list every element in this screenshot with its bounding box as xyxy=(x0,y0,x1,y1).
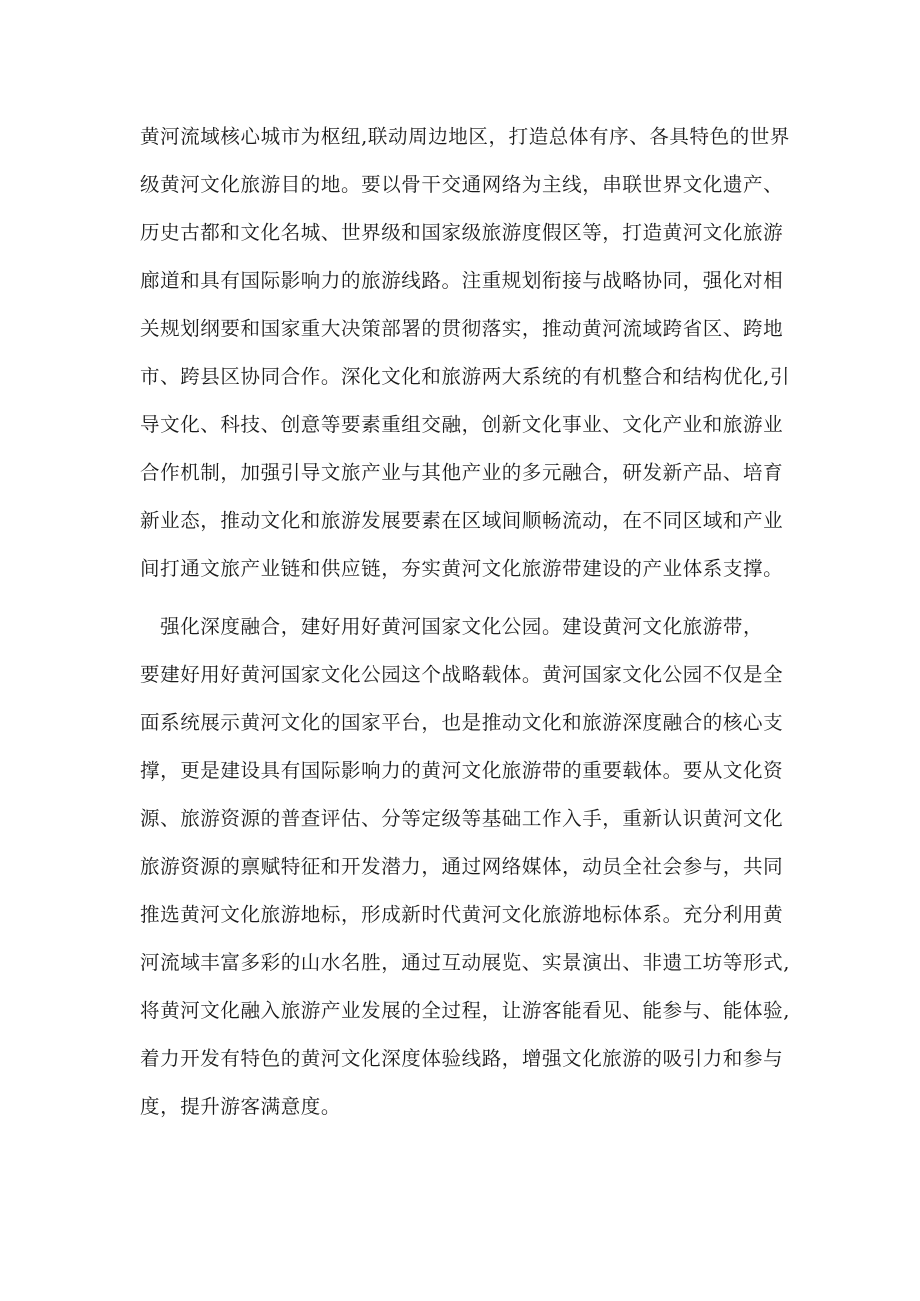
paragraph-1 xyxy=(140,113,790,593)
paragraph-line: 强化深度融合，建好用好黄河国家文化公园。建设黄河文化旅游带， xyxy=(140,615,764,638)
paragraph-line: 推选黄河文化旅游地标，形成新时代黄河文化旅游地标体系。充分利用黄 xyxy=(140,903,784,926)
paragraph-line: 着力开发有特色的黄河文化深度体验线路，增强文化旅游的吸引力和参与 xyxy=(140,1047,784,1070)
paragraph-line: 市、跨县区协同合作。深化文化和旅游两大系统的有机整合和结构优化,引 xyxy=(140,365,790,388)
paragraph-line: 廊道和具有国际影响力的旅游线路。注重规划衔接与战略协同，强化对相 xyxy=(140,269,784,292)
paragraph-line: 历史古都和文化名城、世界级和国家级旅游度假区等，打造黄河文化旅游 xyxy=(140,221,784,244)
paragraph-line: 旅游资源的禀赋特征和开发潜力，通过网络媒体，动员全社会参与，共同 xyxy=(140,855,784,878)
paragraph-line: 导文化、科技、创意等要素重组交融，创新文化事业、文化产业和旅游业 xyxy=(140,413,784,436)
paragraph-line: 要建好用好黄河国家文化公园这个战略载体。黄河国家文化公园不仅是全 xyxy=(140,663,784,686)
paragraph-line: 合作机制，加强引导文旅产业与其他产业的多元融合，研发新产品、培育 xyxy=(140,461,784,484)
paragraph-line: 关规划纲要和国家重大决策部署的贯彻落实，推动黄河流域跨省区、跨地 xyxy=(140,317,784,340)
paragraph-line: 级黄河文化旅游目的地。要以骨干交通网络为主线，串联世界文化遗产、 xyxy=(140,173,784,196)
paragraph-line: 将黄河文化融入旅游产业发展的全过程，让游客能看见、能参与、能体验, xyxy=(140,999,790,1022)
paragraph-2 xyxy=(140,603,790,1131)
paragraph-line: 黄河流域核心城市为枢纽,联动周边地区，打造总体有序、各具特色的世界 xyxy=(140,125,790,148)
paragraph-line: 间打通文旅产业链和供应链，夯实黄河文化旅游带建设的产业体系支撑。 xyxy=(140,557,784,580)
paragraph-line: 面系统展示黄河文化的国家平台，也是推动文化和旅游深度融合的核心支 xyxy=(140,711,784,734)
paragraph-line: 河流域丰富多彩的山水名胜，通过互动展览、实景演出、非遗工坊等形式, xyxy=(140,951,790,974)
paragraph-line: 撑，更是建设具有国际影响力的黄河文化旅游带的重要载体。要从文化资 xyxy=(140,759,784,782)
paragraph-line: 源、旅游资源的普查评估、分等定级等基础工作入手，重新认识黄河文化 xyxy=(140,807,784,830)
paragraph-line: 度，提升游客满意度。 xyxy=(140,1095,342,1118)
paragraph-line: 新业态，推动文化和旅游发展要素在区域间顺畅流动，在不同区域和产业 xyxy=(140,509,784,532)
